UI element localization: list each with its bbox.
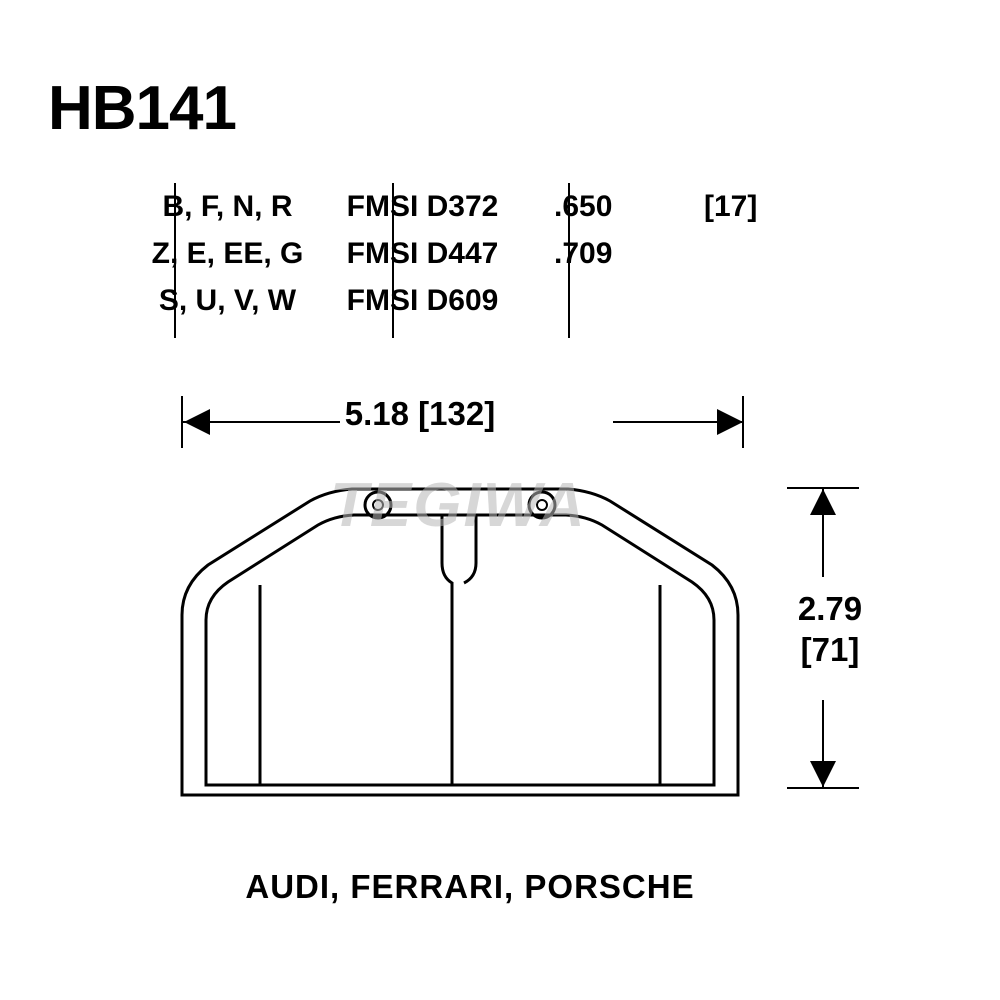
center-notch-left — [442, 515, 452, 785]
height-dimension-mm: [71] — [800, 631, 860, 669]
watermark-logo: TEGIWA — [330, 471, 587, 540]
brake-pad-outline — [160, 465, 760, 805]
thickness-mm: [17] — [704, 189, 758, 223]
fmsi-number: FMSI D372 — [346, 189, 499, 223]
backing-plate-outline — [182, 489, 738, 795]
width-dimension-label: 5.18 [132] — [344, 395, 496, 432]
part-number: HB141 — [48, 74, 236, 143]
table-row — [140, 183, 880, 230]
friction-material-outline — [206, 515, 714, 785]
compound-codes: Z, E, EE, G — [151, 236, 304, 270]
spec-table — [140, 183, 880, 338]
table-row — [140, 277, 880, 324]
arrow-left-icon — [184, 409, 210, 435]
thickness-inches: .709 — [554, 236, 613, 270]
compound-codes: S, U, V, W — [158, 283, 297, 317]
arrow-right-icon — [717, 409, 743, 435]
center-notch-right — [464, 515, 476, 583]
height-dimension-label — [770, 588, 890, 671]
table-row — [140, 230, 880, 277]
mounting-hole-right-inner — [537, 500, 547, 510]
vehicle-applications: AUDI, FERRARI, PORSCHE — [245, 868, 695, 905]
compound-codes: B, F, N, R — [162, 189, 293, 223]
fmsi-number: FMSI D609 — [346, 283, 499, 317]
height-dimension-inches: 2.79 — [797, 590, 863, 627]
height-extension-line-bottom — [787, 787, 859, 789]
arrow-down-icon — [810, 761, 836, 787]
fmsi-number: FMSI D447 — [346, 236, 499, 270]
thickness-inches: .650 — [554, 189, 613, 223]
mounting-hole-left-inner — [373, 500, 383, 510]
arrow-up-icon — [810, 489, 836, 515]
